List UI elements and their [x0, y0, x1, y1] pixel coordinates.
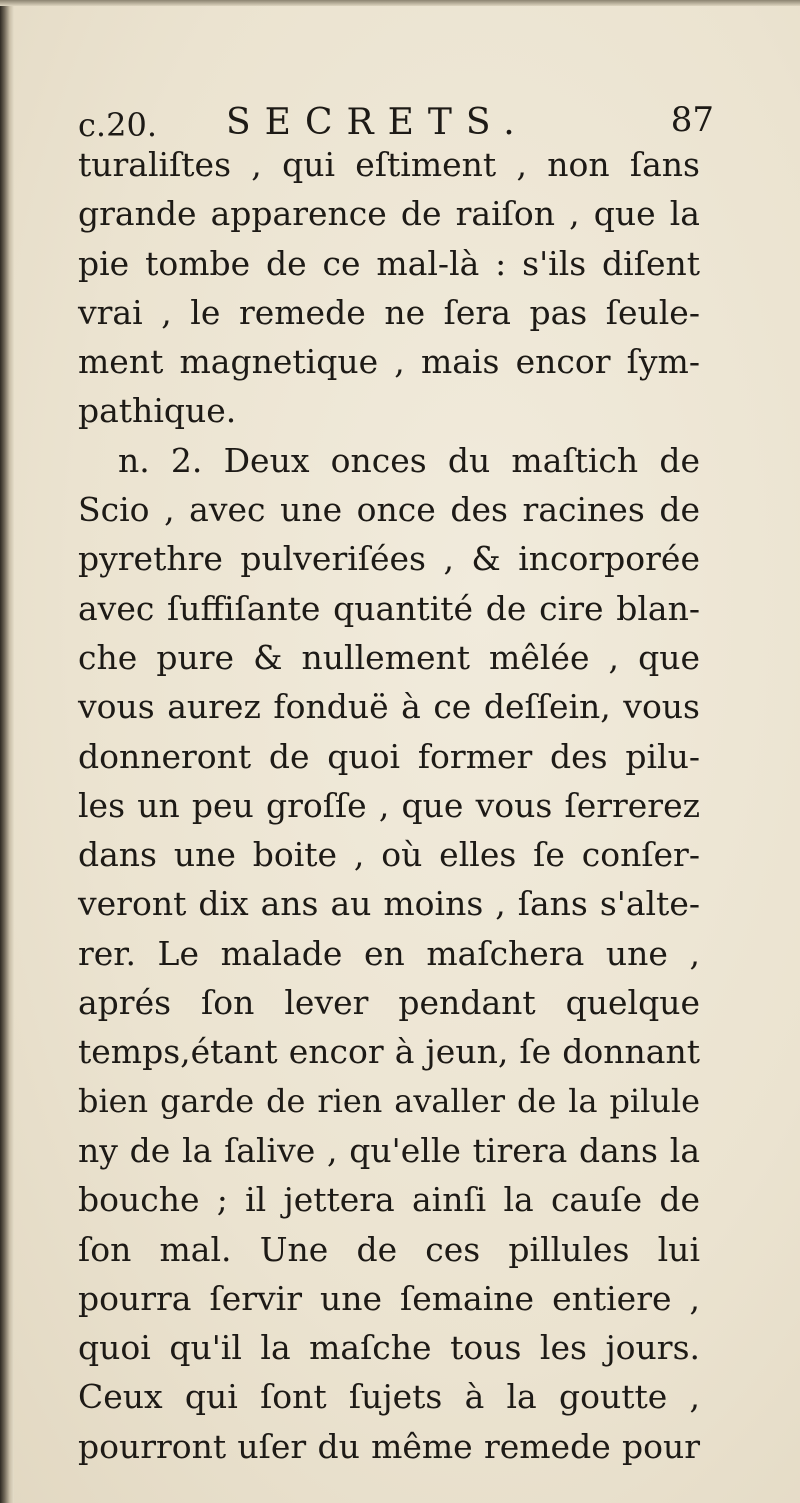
body-text — [78, 140, 700, 1471]
page-gutter — [0, 0, 14, 1503]
text-line: pourront uſer du même remede pour — [78, 1426, 700, 1466]
text-line: che pure & nullement mêlée , que — [78, 637, 700, 677]
text-line: grande apparence de raiſon , que la — [78, 194, 700, 234]
text-line: n. 2. Deux onces du maſtich de — [118, 440, 700, 480]
text-line: dans une boite , où elles ſe conſer- — [78, 835, 700, 875]
text-line: ny de la ſalive , qu'elle tirera dans la — [78, 1130, 700, 1170]
chapter-number: c.20. — [78, 106, 157, 144]
text-line: vrai , le remede ne ſera pas ſeule- — [78, 292, 700, 332]
text-line: temps,étant encor à jeun, ſe donnant — [78, 1032, 700, 1072]
text-line: pathique. — [78, 391, 237, 431]
text-line: Ceux qui ſont ſujets à la goutte , — [78, 1377, 700, 1417]
text-line: bien garde de rien avaller de la pilule — [78, 1081, 700, 1120]
text-line: aprés ſon lever pendant quelque — [78, 983, 700, 1023]
text-line: vous aurez fonduë à ce deſſein, vous — [78, 687, 700, 727]
page-number: 87 — [670, 100, 714, 140]
text-line: pyrethre pulveriſées , & incorporée — [78, 539, 700, 579]
text-line: veront dix ans au moins , ſans s'alte- — [78, 884, 700, 924]
text-line: pie tombe de ce mal-là : s'ils diſent — [78, 243, 700, 283]
text-line: ſon mal. Une de ces pillules lui — [78, 1229, 700, 1269]
text-line: quoi qu'il la maſche tous les jours. — [78, 1328, 700, 1368]
text-line: les un peu groſſe , que vous ſerrerez — [78, 785, 700, 825]
text-line: bouche ; il jettera ainſi la cauſe de — [78, 1180, 700, 1220]
running-title: SECRETS. — [226, 102, 529, 143]
text-line: ment magnetique , mais encor ſym- — [78, 342, 700, 382]
text-line: turaliſtes , qui eſtiment , non ſans — [78, 145, 700, 184]
page-top-edge — [0, 0, 800, 6]
text-line: rer. Le malade en maſchera une , — [78, 933, 700, 973]
text-line: pourra ſervir une ſemaine entiere , — [78, 1278, 700, 1318]
text-line: donneront de quoi former des pilu- — [78, 736, 700, 776]
text-line: avec ſuffiſante quantité de cire blan- — [78, 588, 700, 628]
text-line: Scio , avec une once des racines de — [78, 490, 700, 530]
